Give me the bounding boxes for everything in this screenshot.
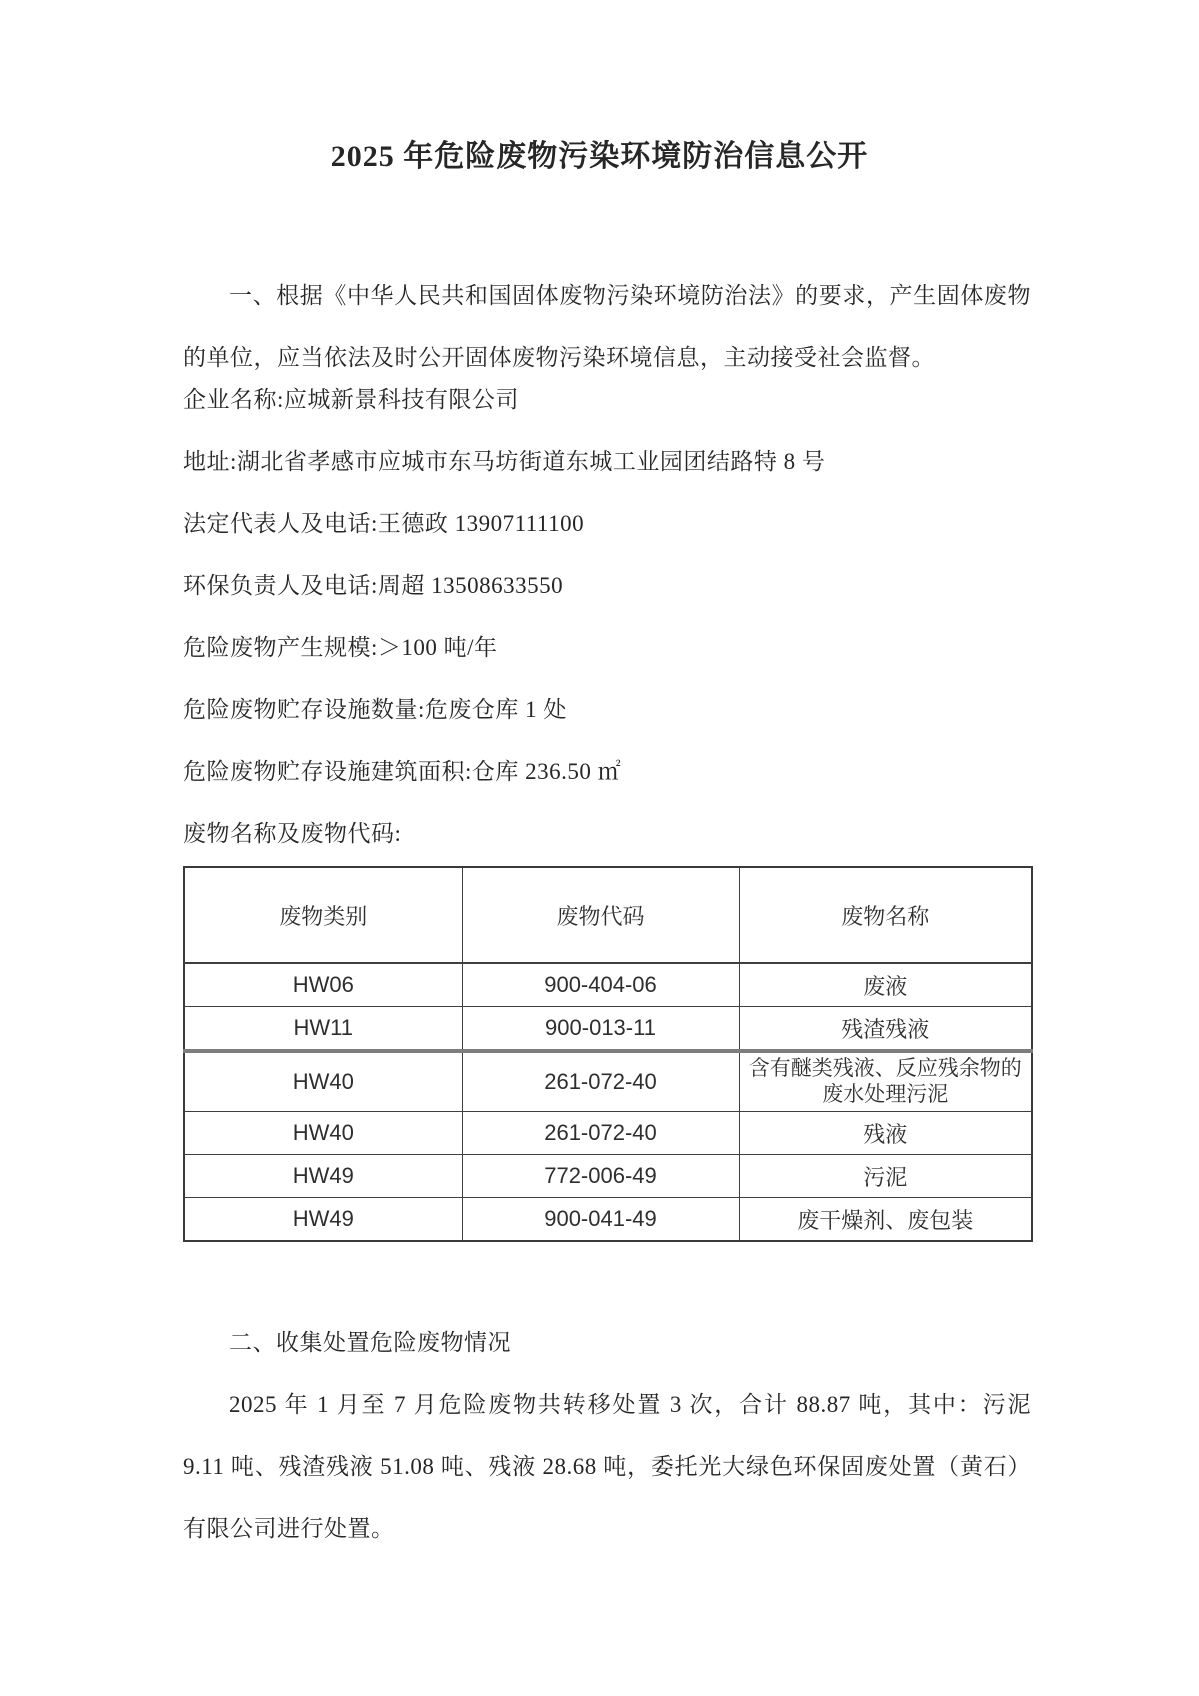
table-header-row <box>184 867 1032 963</box>
cell-category: HW49 <box>184 1198 462 1242</box>
cell-name: 残液 <box>739 1112 1032 1155</box>
cell-name: 废干燥剂、废包装 <box>739 1198 1032 1242</box>
header-waste-name: 废物名称 <box>739 867 1032 963</box>
cell-category: HW06 <box>184 963 462 1007</box>
cell-category: HW40 <box>184 1112 462 1155</box>
cell-category: HW40 <box>184 1051 462 1112</box>
header-waste-code: 废物代码 <box>462 867 739 963</box>
cell-category: HW11 <box>184 1007 462 1052</box>
cell-code: 261-072-40 <box>462 1051 739 1112</box>
cell-code: 900-041-49 <box>462 1198 739 1242</box>
cell-category: HW49 <box>184 1155 462 1198</box>
cell-code: 900-013-11 <box>462 1007 739 1052</box>
cell-name: 残渣残液 <box>739 1007 1032 1052</box>
table-row <box>184 1051 1032 1112</box>
cell-name: 污泥 <box>739 1155 1032 1198</box>
cell-name: 废液 <box>739 963 1032 1007</box>
env-officer-line: 环保负责人及电话:周超 13508633550 <box>183 573 564 598</box>
waste-table-label: 废物名称及废物代码: <box>183 821 402 846</box>
intro-paragraph: 一、根据《中华人民共和国固体废物污染环境防治法》的要求，产生固体废物的单位，应当依法及时公开固体废物污染环境信息，主动接受社会监督。 <box>183 283 1031 370</box>
cell-code: 900-404-06 <box>462 963 739 1007</box>
cell-code: 772-006-49 <box>462 1155 739 1198</box>
address-line: 地址:湖北省孝感市应城市东马坊街道东城工业园团结路特 8 号 <box>183 449 826 474</box>
storage-area-line: 危险废物贮存设施建筑面积:仓库 236.50 ㎡ <box>183 759 622 784</box>
company-info-block <box>183 369 1031 865</box>
waste-code-table <box>183 866 1033 1242</box>
company-name-line: 企业名称:应城新景科技有限公司 <box>183 387 519 412</box>
section2-heading: 二、收集处置危险废物情况 <box>229 1330 511 1355</box>
cell-name: 含有醚类残液、反应残余物的废水处理污泥 <box>739 1051 1032 1112</box>
production-scale-line: 危险废物产生规模:＞100 吨/年 <box>183 635 498 660</box>
cell-code: 261-072-40 <box>462 1112 739 1155</box>
table-row <box>184 1112 1032 1155</box>
table-row <box>184 963 1032 1007</box>
legal-representative-line: 法定代表人及电话:王德政 13907111100 <box>183 511 585 536</box>
header-waste-category: 废物类别 <box>184 867 462 963</box>
storage-count-line: 危险废物贮存设施数量:危废仓库 1 处 <box>183 697 567 722</box>
table-row <box>184 1155 1032 1198</box>
document-title: 2025 年危险废物污染环境防治信息公开 <box>330 140 869 173</box>
table-row <box>184 1007 1032 1052</box>
table-row <box>184 1198 1032 1242</box>
section2-paragraph: 2025 年 1 月至 7 月危险废物共转移处置 3 次，合计 88.87 吨，其中：污泥 9.11 吨、残渣残液 51.08 吨、残液 28.68 吨，委托光大绿色环保固废处置（黄石）有限公司进行处置。 <box>183 1392 1031 1541</box>
